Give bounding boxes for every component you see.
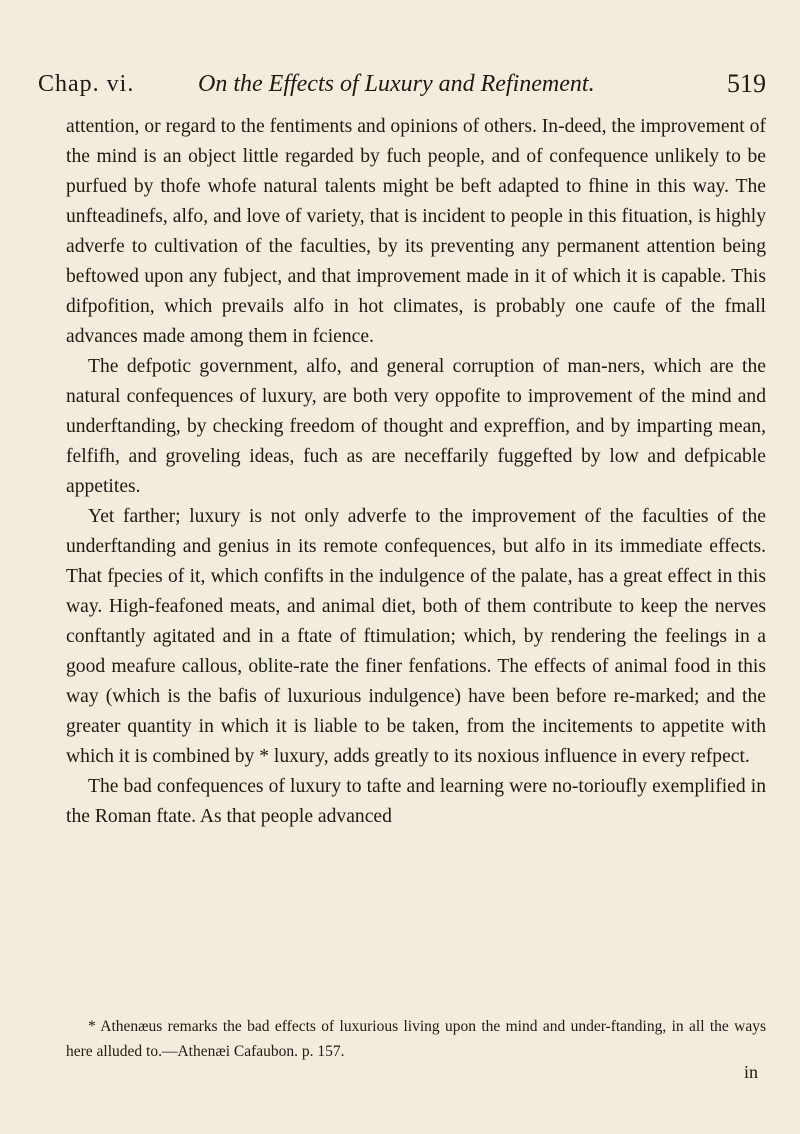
running-title: On the Effects of Luxury and Refinement. — [198, 71, 595, 97]
footnote-text: * Athenæus remarks the bad effects of luxurious living upon the mind and under-ftanding, in all the ways here alluded to.—Athenæi Cafaubon. p. 157. — [66, 1018, 766, 1060]
paragraph-1: attention, or regard to the fentiments and opinions of others. In-deed, the improvement of the mind is an object little regarded by fuch people, and of confequence unlikely to be purfued by thofe whofe natural talents might be beft adapted to fhine in this way. The unfteadinefs, alfo, and love of variety, that is incident to people in this fituation, is highly adverfe to cultivation of the faculties, by its preventing any permanent attention being beftowed upon any fubject, and that improvement made in it of which it is capable. This difpofition, which prevails alfo in hot climates, is probably one caufe of the fmall advances made among them in fcience. — [66, 116, 766, 347]
running-header — [38, 64, 766, 104]
chapter-label: Chap. vi. — [38, 71, 135, 97]
paragraph-2: The defpotic government, alfo, and general corruption of man-ners, which are the natural confequences of luxury, are both very oppofite to improvement of the mind and underftanding, by checking freedom of thought and expreffion, and by imparting mean, felfifh, and groveling ideas, fuch as are neceffarily fuggefted by low and defpicable appetites. — [66, 356, 766, 497]
catchword: in — [743, 1062, 758, 1082]
page-number: 519 — [727, 69, 766, 98]
paragraph-3: Yet farther; luxury is not only adverfe to the improvement of the faculties of the underftanding and genius in its remote confequences, but alfo in its immediate effects. That fpecies of it, which confifts in the indulgence of the palate, has a great effect in this way. High-feafoned meats, and animal diet, both of them contribute to keep the nerves conftantly agitated and in a ftate of ftimulation; which, by rendering the feelings in a good meafure callous, oblite-rate the finer fenfations. The effects of animal food in this way (which is the bafis of luxurious indulgence) have been before re-marked; and the greater quantity in which it is liable to be taken, from the incitements to appetite with which it is combined by * luxury, adds greatly to its noxious influence in every refpect. — [66, 506, 766, 767]
footnote — [66, 1014, 766, 1064]
body-text — [66, 112, 766, 832]
paragraph-4: The bad confequences of luxury to tafte and learning were no-torioufly exemplified in the Roman ftate. As that people advanced — [66, 776, 766, 827]
